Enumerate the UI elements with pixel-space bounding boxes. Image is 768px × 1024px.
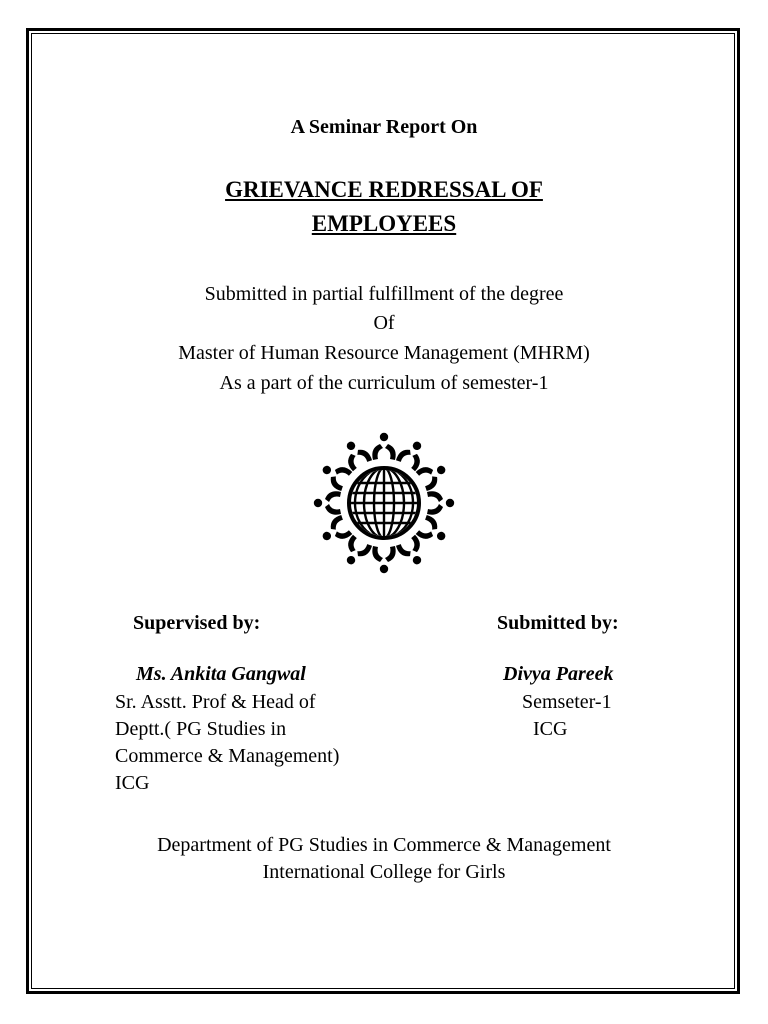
report-intro: A Seminar Report On bbox=[290, 116, 478, 138]
footer-department: Department of PG Studies in Commerce & Management bbox=[157, 834, 611, 856]
report-title-line2: EMPLOYEES bbox=[311, 211, 457, 236]
emblem-figure bbox=[339, 534, 373, 569]
emblem-figure bbox=[395, 436, 429, 471]
emblem-figure bbox=[415, 458, 450, 492]
supervised-by-heading: Supervised by: bbox=[133, 612, 261, 634]
submission-line-program: Master of Human Resource Management (MHRM) bbox=[178, 342, 590, 364]
emblem-figure bbox=[427, 491, 454, 514]
emblem-figure bbox=[339, 436, 373, 471]
supervisor-college: ICG bbox=[115, 772, 150, 794]
submission-line-degree: Submitted in partial fulfillment of the degree bbox=[204, 283, 564, 305]
submitter-name: Divya Pareek bbox=[503, 663, 614, 685]
report-title-line1: GRIEVANCE REDRESSAL OF bbox=[225, 177, 543, 202]
supervisor-designation: Sr. Asstt. Prof & Head of bbox=[115, 691, 316, 713]
emblem-figure bbox=[317, 458, 352, 492]
submission-line-of: Of bbox=[373, 312, 395, 334]
submission-line-curriculum: As a part of the curriculum of semester-1 bbox=[219, 372, 549, 394]
supervisor-name: Ms. Ankita Gangwal bbox=[136, 663, 306, 685]
emblem-figure bbox=[395, 534, 429, 569]
submitter-college: ICG bbox=[533, 718, 568, 740]
supervisor-department-cont: Commerce & Management) bbox=[115, 745, 340, 767]
submitter-semester: Semseter-1 bbox=[522, 691, 612, 713]
emblem-figure bbox=[415, 514, 450, 548]
globe-people-emblem-icon bbox=[308, 432, 460, 574]
emblem-figure bbox=[372, 433, 395, 460]
supervisor-department: Deptt.( PG Studies in bbox=[115, 718, 287, 740]
footer-college: International College for Girls bbox=[262, 861, 506, 883]
emblem-figure bbox=[317, 514, 352, 548]
emblem-figure bbox=[372, 546, 395, 573]
emblem-figure bbox=[314, 491, 341, 514]
submitted-by-heading: Submitted by: bbox=[497, 612, 619, 634]
